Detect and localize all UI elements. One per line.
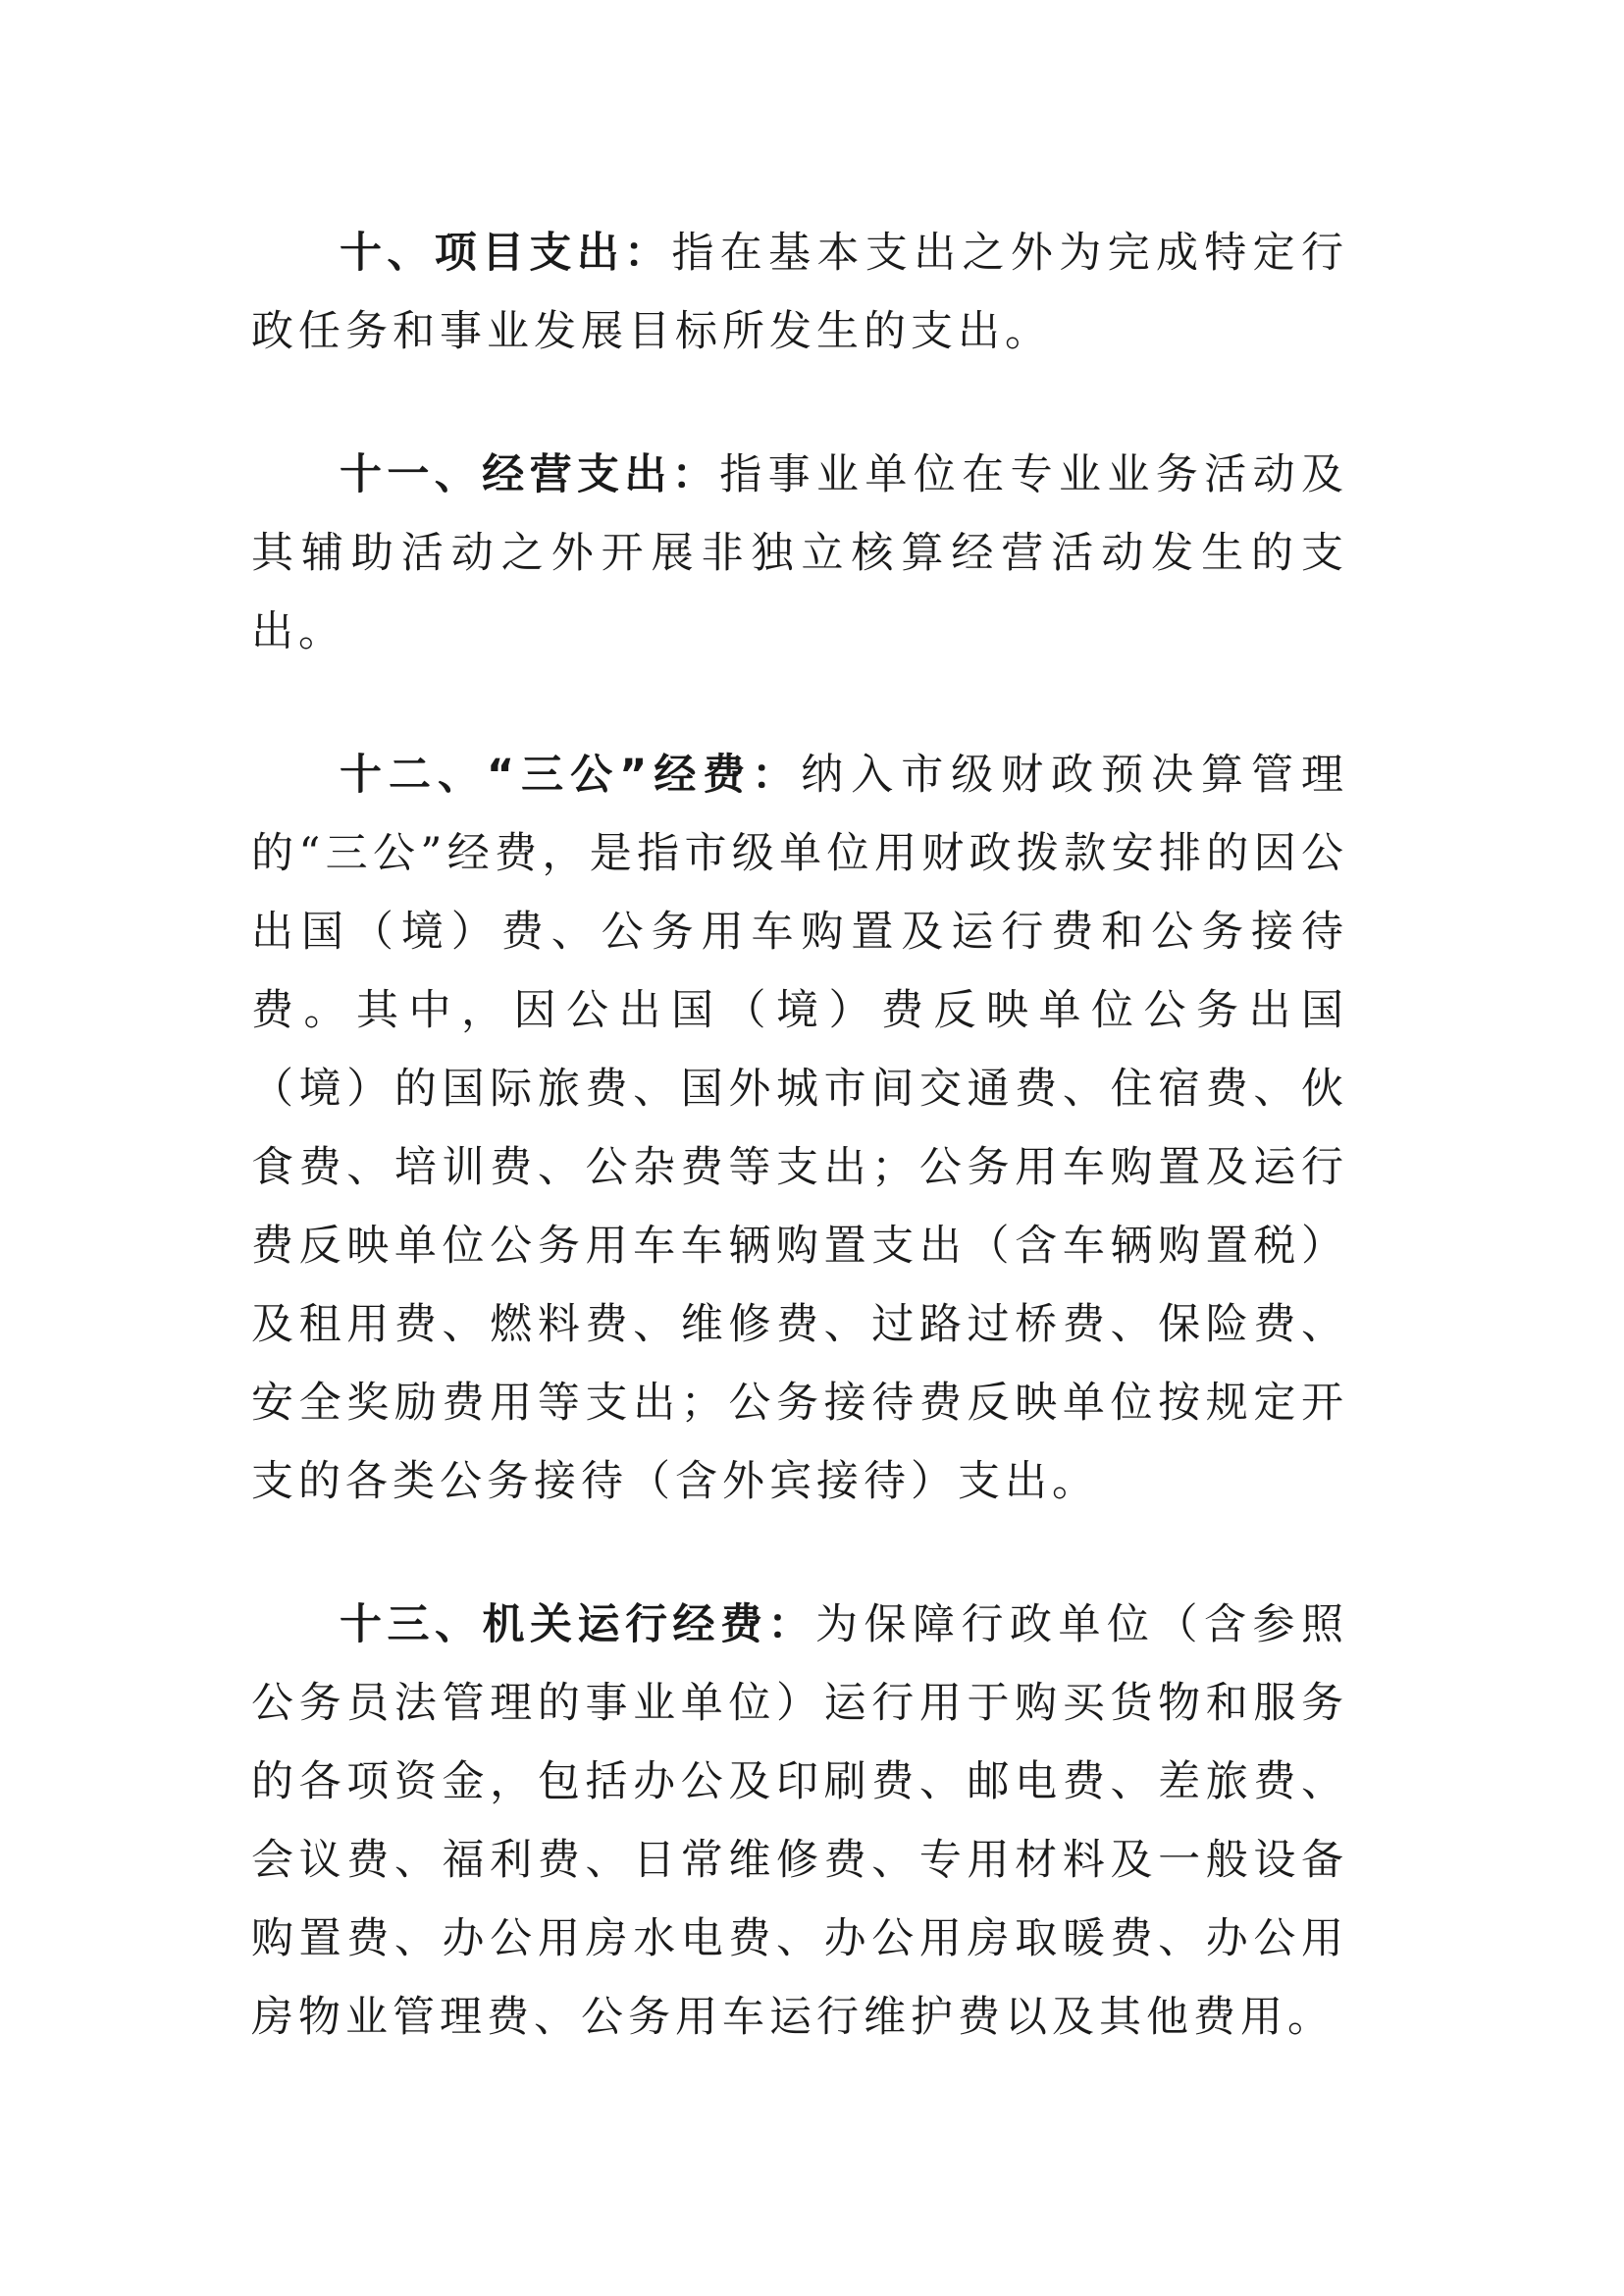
section-body: 纳入市级财政预决算管理的“三公”经费，是指市级单位用财政拨款安排的因公出国（境）费、公务用车购置及运行费和公务接待费。其中，因公出国（境）费反映单位公务出国（境）的国际旅费、国外城市间交通费、住宿费、伙食费、培训费、公杂费等支出；公务用车购置及运行费反映单位公务用车车辆购置支出（含车辆购置税）及租用费、燃料费、维修费、过路过桥费、保险费、安全奖励费用等支出；公务接待费反映单位按规定开支的各类公务接待（含外宾接待）支出。 <box>251 751 1348 1506</box>
section-body: 为保障行政单位（含参照公务员法管理的事业单位）运行用于购买货物和服务的各项资金，包括办公及印刷费、邮电费、差旅费、会议费、福利费、日常维修费、专用材料及一般设备购置费、办公用房水电费、办公用房取暖费、办公用房物业管理费、公务用车运行维护费以及其他费用。 <box>251 1600 1348 2042</box>
section-body: 指在基本支出之外为完成特定行政任务和事业发展目标所发生的支出。 <box>251 229 1349 356</box>
document-body <box>251 214 1348 2121</box>
section-project-expenditure <box>251 214 1348 371</box>
section-agency-operating-funds <box>251 1586 1348 2057</box>
section-term: 十二、“三公”经费： <box>340 751 802 800</box>
section-term: 十三、机关运行经费： <box>340 1600 815 1649</box>
section-operating-expenditure <box>251 436 1348 671</box>
section-term: 十一、经营支出： <box>340 450 720 499</box>
section-term: 十、项目支出： <box>340 229 672 278</box>
section-body: 指事业单位在专业业务活动及其辅助活动之外开展非独立核算经营活动发生的支出。 <box>251 450 1349 656</box>
section-three-public-expenses <box>251 736 1348 1521</box>
